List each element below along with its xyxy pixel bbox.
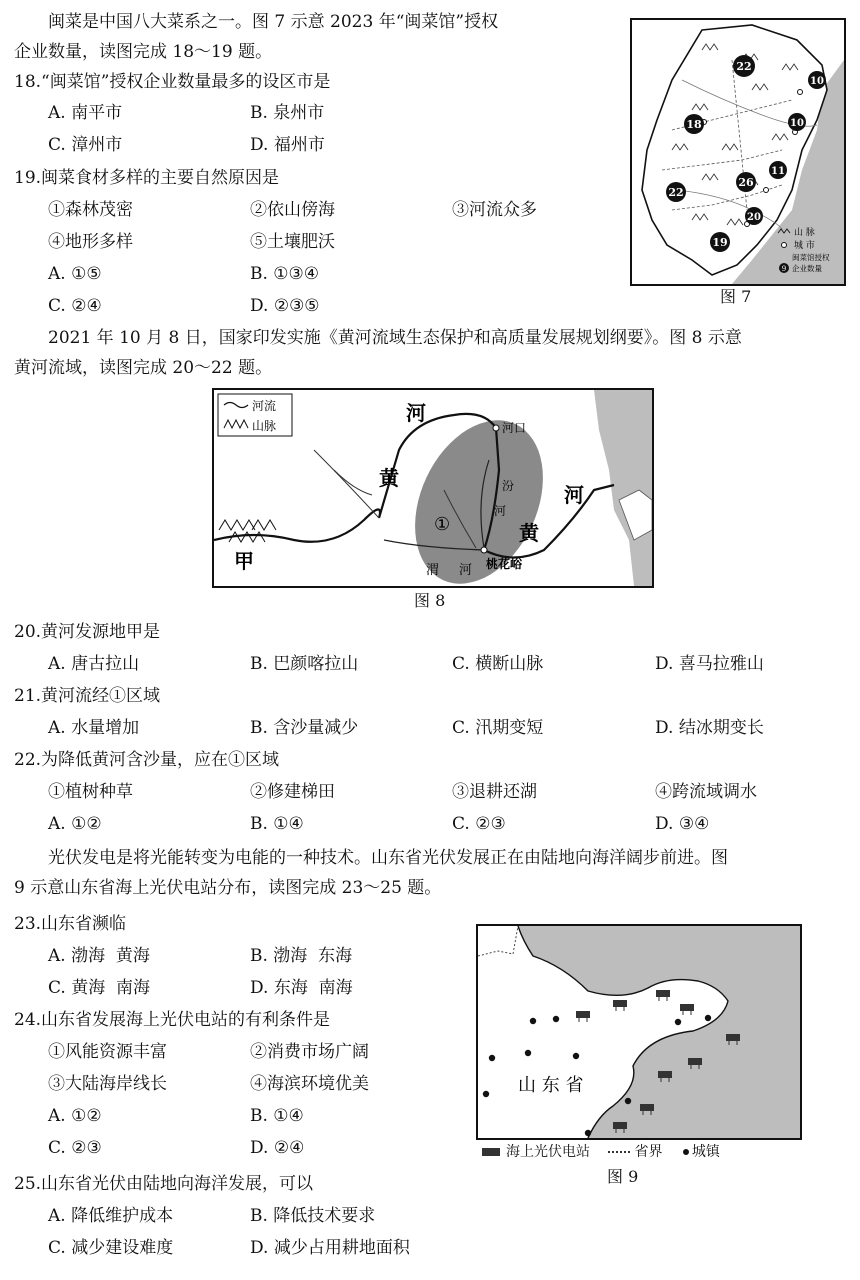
- q22-item-3: ③退耕还湖: [452, 782, 537, 802]
- fig7-legend-count-2: 企业数量: [792, 264, 822, 273]
- fig9-caption: 图 9: [607, 1167, 639, 1186]
- fig8-label-he-top: 河: [406, 401, 426, 425]
- q20-stem: 20.黄河发源地甲是: [14, 622, 161, 642]
- province-boundary-icon: [608, 1151, 630, 1153]
- intro-3-line-1: 光伏发电是将光能转变为电能的一种技术。山东省光伏发展正在由陆地向海洋阔步前进。图: [48, 848, 728, 868]
- q24-item-4: ④海滨环境优美: [250, 1074, 369, 1094]
- q20-option-d[interactable]: D. 喜马拉雅山: [655, 654, 764, 674]
- q20-option-b[interactable]: B. 巴颜喀拉山: [250, 654, 359, 674]
- q22-item-1: ①植树种草: [48, 782, 133, 802]
- q21-option-d[interactable]: D. 结冰期变长: [655, 718, 764, 738]
- fig7-count-badge-4: [684, 114, 704, 134]
- fig7-count-badge-1: [733, 55, 755, 77]
- fig8-taohuayu-dot: [481, 547, 487, 553]
- fig7-count-badge-8: [745, 207, 763, 225]
- fig7-count-5: 11: [771, 166, 785, 177]
- q21-stem: 21.黄河流经①区域: [14, 686, 161, 706]
- fig7-count-1: 22: [736, 60, 752, 73]
- fig7-count-9: 19: [712, 236, 728, 249]
- q20-option-c[interactable]: C. 横断山脉: [452, 654, 544, 674]
- q22-option-a[interactable]: A. ①②: [48, 814, 102, 834]
- fig8-caption: 图 8: [414, 591, 446, 610]
- fig7-map: [630, 18, 846, 286]
- q23-option-b[interactable]: B. 渤海 东海: [250, 946, 353, 966]
- fig8-label-hekou: 河口: [502, 421, 527, 435]
- fig7-legend-count-1: 闽菜馆授权: [792, 253, 830, 262]
- q22-item-4: ④跨流域调水: [655, 782, 757, 802]
- intro-1-line-1: 闽菜是中国八大菜系之一。图 7 示意 2023 年“闽菜馆”授权: [48, 12, 499, 32]
- fig9-legend-boundary: 省界: [634, 1144, 663, 1160]
- fig8-label-wei: 渭: [426, 563, 440, 578]
- fig7-legend-badge: 9: [781, 265, 787, 273]
- fig8-label-jia: 甲: [234, 549, 254, 573]
- fig8-label-fen: 汾: [502, 479, 515, 493]
- fig7-count-badge-7: [666, 182, 686, 202]
- q21-option-b[interactable]: B. 含沙量减少: [250, 718, 359, 738]
- q19-option-d[interactable]: D. ②③⑤: [250, 296, 320, 316]
- intro-2-line-2: 黄河流域，读图完成 20～22 题。: [14, 358, 273, 378]
- fig9-legend-town: 城镇: [691, 1144, 720, 1160]
- q23-stem: 23.山东省濒临: [14, 914, 127, 934]
- fig8-label-he-right: 河: [564, 483, 584, 507]
- fig7-count-badge-6: [736, 172, 756, 192]
- q20-option-a[interactable]: A. 唐古拉山: [48, 654, 140, 674]
- q22-option-d[interactable]: D. ③④: [655, 814, 710, 834]
- fig7-count-badge-5: [769, 161, 787, 179]
- q18-option-d[interactable]: D. 福州市: [250, 135, 325, 155]
- fig8-label-wei-he: 河: [459, 563, 473, 578]
- fig7-legend-mountain: 山 脉: [794, 228, 815, 238]
- fig9-map: [476, 924, 802, 1140]
- q19-item-4: ④地形多样: [48, 232, 133, 252]
- q24-item-2: ②消费市场广阔: [250, 1042, 369, 1062]
- town-icon: [683, 1149, 689, 1155]
- q18-stem: 18.“闽菜馆”授权企业数量最多的设区市是: [14, 72, 331, 92]
- q18-option-b[interactable]: B. 泉州市: [250, 103, 325, 123]
- fig8-map: [212, 388, 654, 588]
- q19-option-b[interactable]: B. ①③④: [250, 264, 320, 284]
- fig8-source-mountains: [219, 520, 276, 542]
- fig7-count-badge-2: [808, 71, 826, 89]
- q23-option-c[interactable]: C. 黄海 南海: [48, 978, 151, 998]
- fig9-legend: [482, 1140, 720, 1164]
- pv-station-icon: [482, 1148, 500, 1156]
- fig7-count-8: 20: [747, 212, 761, 223]
- fig7-legend-city-icon: [782, 243, 787, 248]
- fig8-map-svg: [214, 390, 652, 586]
- q24-option-d[interactable]: D. ②④: [250, 1138, 305, 1158]
- q24-option-a[interactable]: A. ①②: [48, 1106, 102, 1126]
- fig8-hekou-dot: [493, 425, 499, 431]
- intro-2-line-1: 2021 年 10 月 8 日，国家印发实施《黄河流域生态保护和高质量发展规划纲要》。图 8 示意: [48, 328, 742, 348]
- intro-1-line-2: 企业数量，读图完成 18～19 题。: [14, 42, 273, 62]
- q23-option-a[interactable]: A. 渤海 黄海: [48, 946, 150, 966]
- q21-option-a[interactable]: A. 水量增加: [48, 718, 140, 738]
- fig9-province-label: 山 东 省: [518, 1075, 584, 1096]
- q22-item-2: ②修建梯田: [250, 782, 335, 802]
- q21-option-c[interactable]: C. 汛期变短: [452, 718, 544, 738]
- q19-item-1: ①森林茂密: [48, 200, 133, 220]
- q22-option-b[interactable]: B. ①④: [250, 814, 304, 834]
- fig8-label-huang-right: 黄: [519, 521, 539, 545]
- fig7-count-badge-3: [788, 113, 806, 131]
- fig8-legend-river: 河流: [252, 399, 277, 413]
- q25-option-d[interactable]: D. 减少占用耕地面积: [250, 1238, 410, 1258]
- q24-item-3: ③大陆海岸线长: [48, 1074, 167, 1094]
- fig8-label-taohuayu: 桃花峪: [486, 557, 523, 571]
- fig8-tributary-2: [334, 470, 372, 495]
- fig9-legend-pv: 海上光伏电站: [506, 1144, 590, 1160]
- fig9-sea: [518, 926, 800, 1138]
- fig8-tributary-1: [314, 450, 379, 518]
- q19-item-5: ⑤土壤肥沃: [250, 232, 335, 252]
- q19-item-2: ②依山傍海: [250, 200, 335, 220]
- q25-option-c[interactable]: C. 减少建设难度: [48, 1238, 174, 1258]
- q19-item-3: ③河流众多: [452, 200, 537, 220]
- q22-option-c[interactable]: C. ②③: [452, 814, 506, 834]
- q25-stem: 25.山东省光伏由陆地向海洋发展，可以: [14, 1174, 314, 1194]
- fig9-map-svg: [478, 926, 800, 1138]
- q25-option-b[interactable]: B. 降低技术要求: [250, 1206, 376, 1226]
- q23-option-d[interactable]: D. 东海 南海: [250, 978, 353, 998]
- fig8-label-fen-he: 河: [494, 504, 507, 518]
- fig7-count-6: 26: [738, 176, 754, 189]
- intro-3-line-2: 9 示意山东省海上光伏电站分布，读图完成 23～25 题。: [14, 878, 442, 898]
- q24-item-1: ①风能资源丰富: [48, 1042, 167, 1062]
- fig7-legend-city: 城 市: [794, 241, 815, 251]
- fig7-count-badge-9: [710, 232, 730, 252]
- q24-option-b[interactable]: B. ①④: [250, 1106, 304, 1126]
- q22-stem: 22.为降低黄河含沙量，应在①区域: [14, 750, 280, 770]
- fig8-label-huang-left: 黄: [379, 466, 399, 490]
- fig7-caption: 图 7: [720, 287, 752, 306]
- q25-option-a[interactable]: A. 降低维护成本: [48, 1206, 174, 1226]
- fig7-count-3: 10: [790, 118, 804, 129]
- fig8-label-region-1: ①: [434, 514, 451, 535]
- fig7-count-4: 18: [686, 118, 702, 131]
- q19-option-a[interactable]: A. ①⑤: [48, 264, 102, 284]
- q18-option-a[interactable]: A. 南平市: [48, 103, 123, 123]
- q24-option-c[interactable]: C. ②③: [48, 1138, 102, 1158]
- q19-option-c[interactable]: C. ②④: [48, 296, 102, 316]
- q24-stem: 24.山东省发展海上光伏电站的有利条件是: [14, 1010, 331, 1030]
- fig8-legend-mountain: 山脉: [252, 419, 277, 433]
- q18-option-c[interactable]: C. 漳州市: [48, 135, 123, 155]
- fig9-province-boundary: [478, 926, 518, 956]
- fig7-map-svg: [632, 20, 844, 284]
- fig7-count-7: 22: [668, 186, 684, 199]
- q19-stem: 19.闽菜食材多样的主要自然原因是: [14, 168, 280, 188]
- fig7-count-2: 10: [810, 76, 824, 87]
